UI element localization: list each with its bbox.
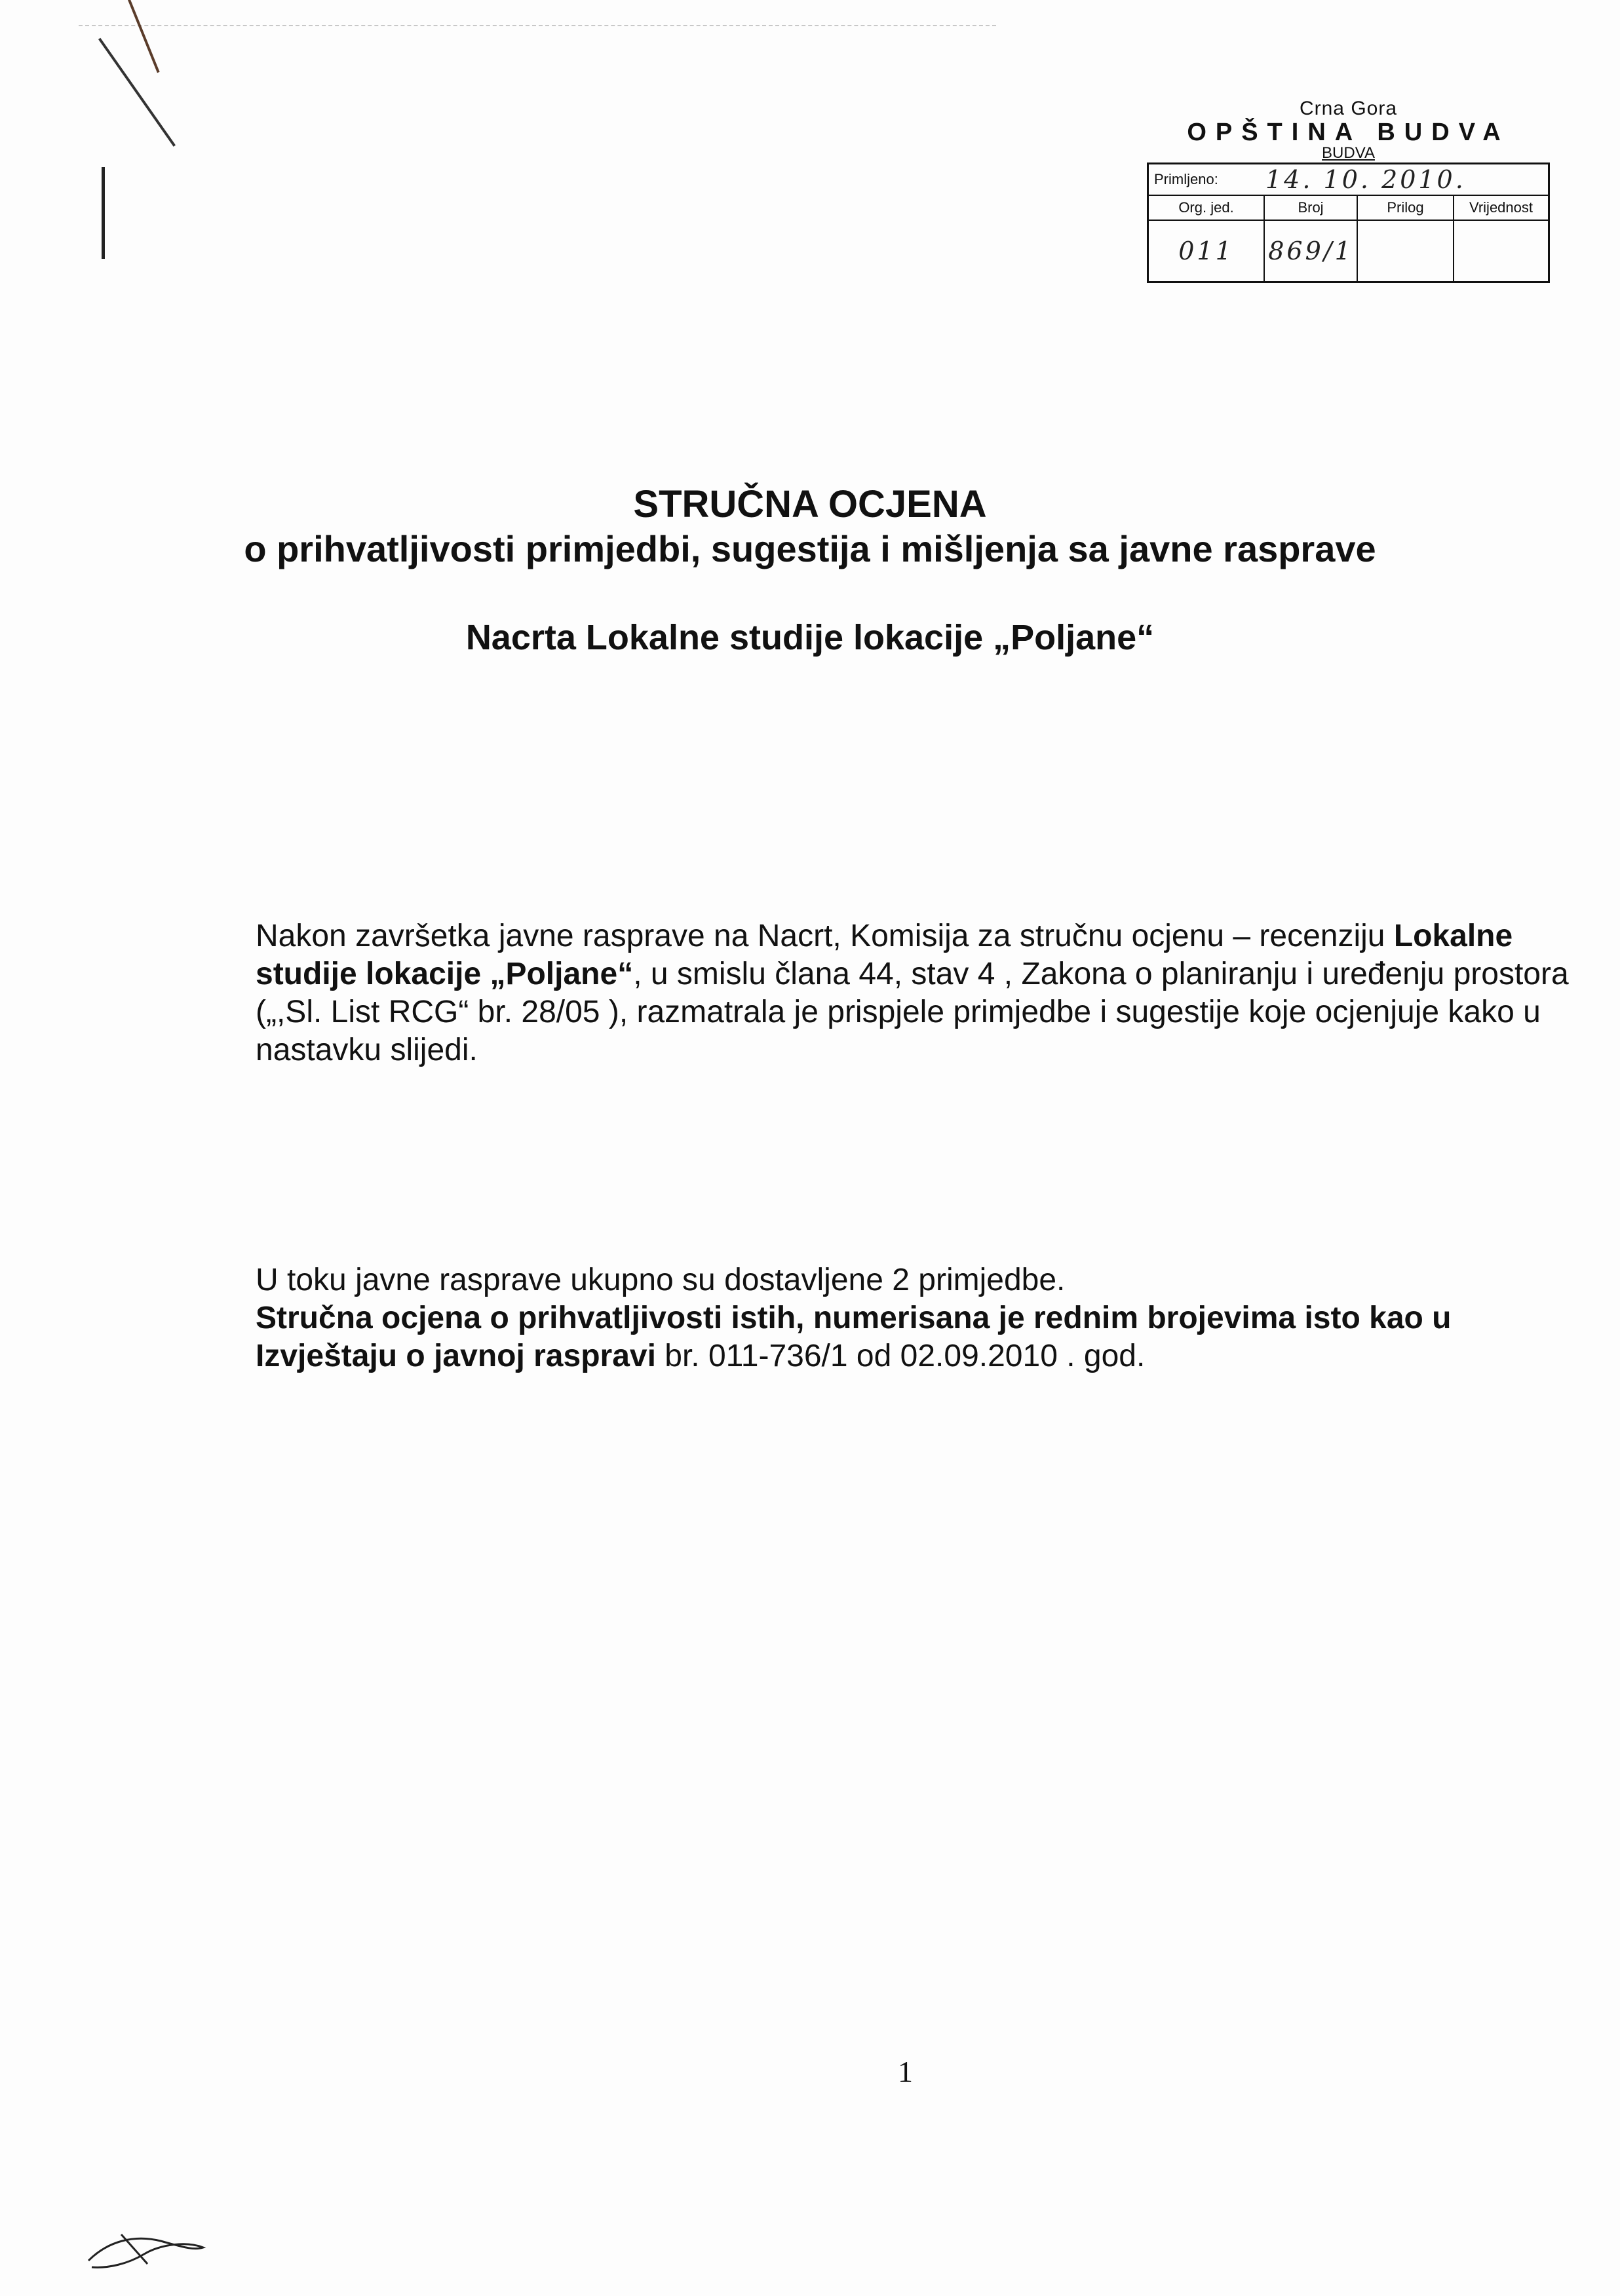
- paragraph-intro-text: Nakon završetka javne rasprave na Nacrt, Komisija za stručnu ocjenu – recenziju: [256, 919, 1394, 953]
- stamp-col-attachment: Prilog: [1357, 196, 1453, 220]
- stamp-received-date: 14. 10. 2010.: [1265, 165, 1466, 194]
- paragraph-summary-detail: [256, 1299, 1592, 1375]
- title-main: STRUČNA OCJENA: [633, 483, 987, 526]
- stamp-col-org: Org. jed.: [1178, 199, 1234, 216]
- stamp-municipality: OPŠTINA BUDVA: [1187, 119, 1510, 146]
- stamp-column-headers: [1149, 196, 1548, 221]
- stamp-table: [1147, 163, 1550, 283]
- margin-pen-mark: [102, 167, 105, 259]
- document-title: [0, 482, 1620, 571]
- stamp-city: BUDVA: [1322, 144, 1375, 162]
- paragraph-intro-study-name: Lokalne studije lokacije „Poljane“: [256, 919, 1513, 991]
- title-subtitle: o prihvatljivosti primjedbi, sugestija i mišljenja sa javne rasprave: [244, 528, 1376, 569]
- margin-pen-mark: [128, 0, 160, 73]
- stamp-col-value: Vrijednost: [1453, 196, 1548, 220]
- stamp-received-label: Primljeno:: [1154, 171, 1218, 187]
- stamp-col-number: Broj: [1263, 196, 1357, 220]
- stamp-received-row: [1149, 164, 1548, 196]
- registry-stamp: [1147, 98, 1550, 283]
- paragraph-summary: [256, 1261, 1592, 1375]
- stamp-org-value: 011: [1178, 237, 1234, 265]
- stamp-country: Crna Gora: [1299, 98, 1398, 119]
- signature-mark: [82, 2215, 213, 2274]
- title-project: Nacrta Lokalne studije lokacije „Poljane“: [465, 618, 1155, 657]
- paragraph-summary-bold: Stručna ocjena o prihvatljivosti istih, numerisana je rednim brojevima isto kao u Izvještaju o javnoj raspravi: [256, 1301, 1452, 1373]
- margin-pen-mark: [98, 38, 176, 147]
- stamp-value-value: [1453, 221, 1548, 281]
- paragraph-summary-count: U toku javne rasprave ukupno su dostavljene 2 primjedbe.: [256, 1263, 1066, 1297]
- paragraph-intro: [256, 917, 1592, 1069]
- paragraph-summary-reference: br. 011-736/1 od 02.09.2010 . god.: [655, 1339, 1146, 1373]
- stamp-values-row: [1149, 221, 1548, 281]
- scan-artifact-line: [79, 25, 996, 26]
- stamp-attachment-value: [1357, 221, 1453, 281]
- stamp-number-value: 869/1: [1263, 221, 1357, 281]
- paragraph-intro-text-end: , u smislu člana 44, stav 4 , Zakona o planiranju i uređenju prostora („,Sl. List RCG“ br. 28/05 ), razmatrala je prispjele primjedbe i sugestije koje ocjenjuje kako u nastavku slijedi.: [256, 957, 1569, 1067]
- page-number: 1: [898, 2055, 913, 2088]
